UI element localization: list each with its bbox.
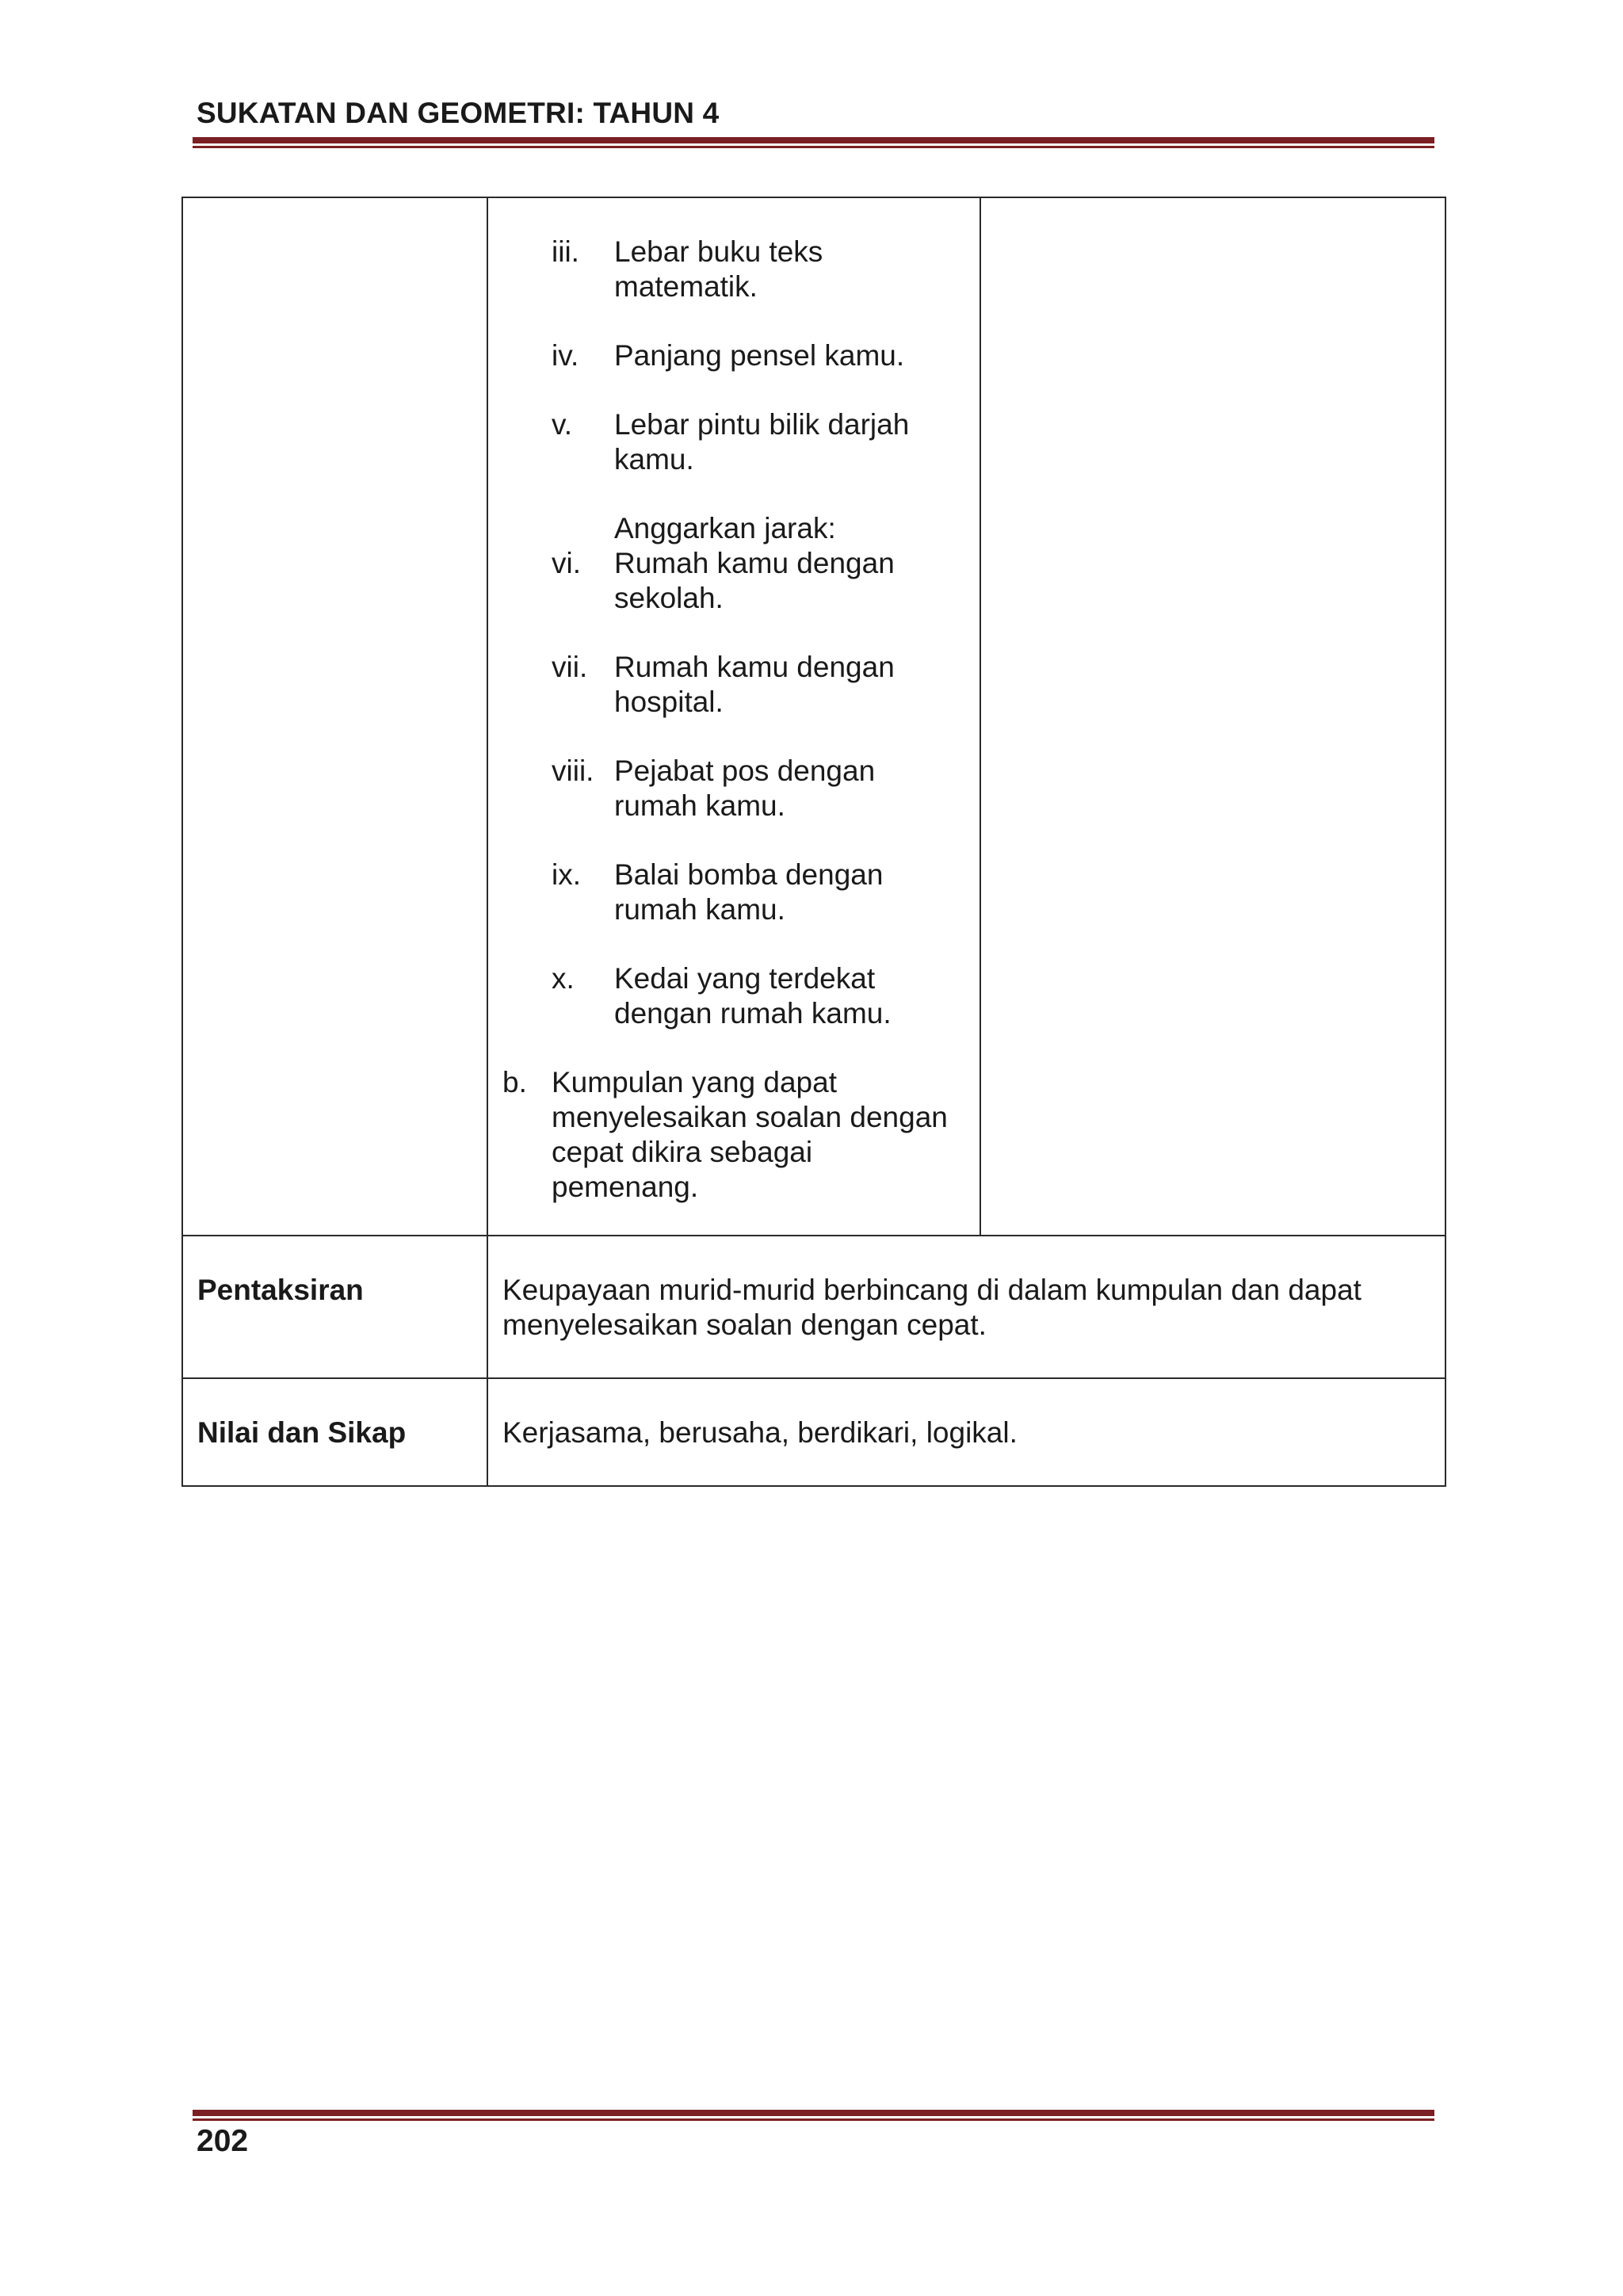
empty-notes-cell (980, 197, 1445, 1236)
values-label: Nilai dan Sikap (182, 1378, 487, 1486)
list-item-text: Pejabat pos dengan rumah kamu. (614, 755, 876, 822)
list-item-text: Anggarkan jarak: Rumah kamu dengan sekolah. (614, 512, 895, 614)
list-item-b (502, 1065, 965, 1205)
list-item-text: Lebar buku teks matematik. (614, 235, 823, 303)
list-item-number: vi. (552, 547, 581, 579)
activity-steps-cell (487, 197, 980, 1236)
empty-label-cell (182, 197, 487, 1236)
list-item (502, 961, 965, 1031)
list-item-text: Kumpulan yang dapat menyelesaikan soalan dengan cepat dikira sebagai pemenang. (552, 1066, 948, 1203)
list-item-number: x. (552, 962, 575, 995)
table-row-assessment (182, 1236, 1445, 1378)
page-header-title: SUKATAN DAN GEOMETRI: TAHUN 4 (197, 97, 720, 129)
list-item (502, 858, 965, 927)
list-item-text: Rumah kamu dengan hospital. (614, 651, 895, 718)
list-item-number: vii. (552, 651, 588, 683)
list-item-number: v. (552, 408, 573, 441)
header-rule (193, 137, 1434, 148)
assessment-label: Pentaksiran (182, 1236, 487, 1378)
list-item-number: ix. (552, 858, 581, 891)
list-item (502, 235, 965, 304)
list-item-number: iii. (552, 235, 579, 268)
lesson-table (181, 197, 1446, 1487)
list-item-text: Kedai yang terdekat dengan rumah kamu. (614, 962, 892, 1030)
list-item (502, 650, 965, 720)
list-item-number: b. (502, 1066, 527, 1098)
values-text: Kerjasama, berusaha, berdikari, logikal. (487, 1378, 1445, 1486)
footer-rule (193, 2110, 1434, 2121)
distance-intro: Anggarkan jarak: (614, 512, 836, 544)
list-item (502, 511, 965, 616)
list-item (502, 407, 965, 477)
table-row-activities (182, 197, 1445, 1236)
list-item-number: viii. (552, 755, 594, 787)
assessment-text: Keupayaan murid-murid berbincang di dalam kumpulan dan dapat menyelesaikan soalan dengan cepat. (487, 1236, 1445, 1378)
list-item-number: iv. (552, 339, 579, 372)
list-item (502, 338, 965, 373)
list-item (502, 754, 965, 823)
list-item-text: Lebar pintu bilik darjah kamu. (614, 408, 910, 476)
list-item-text: Panjang pensel kamu. (614, 339, 905, 372)
list-item-text: Balai bomba dengan rumah kamu. (614, 858, 884, 926)
page-number: 202 (197, 2124, 249, 2158)
table-row-values (182, 1378, 1445, 1486)
